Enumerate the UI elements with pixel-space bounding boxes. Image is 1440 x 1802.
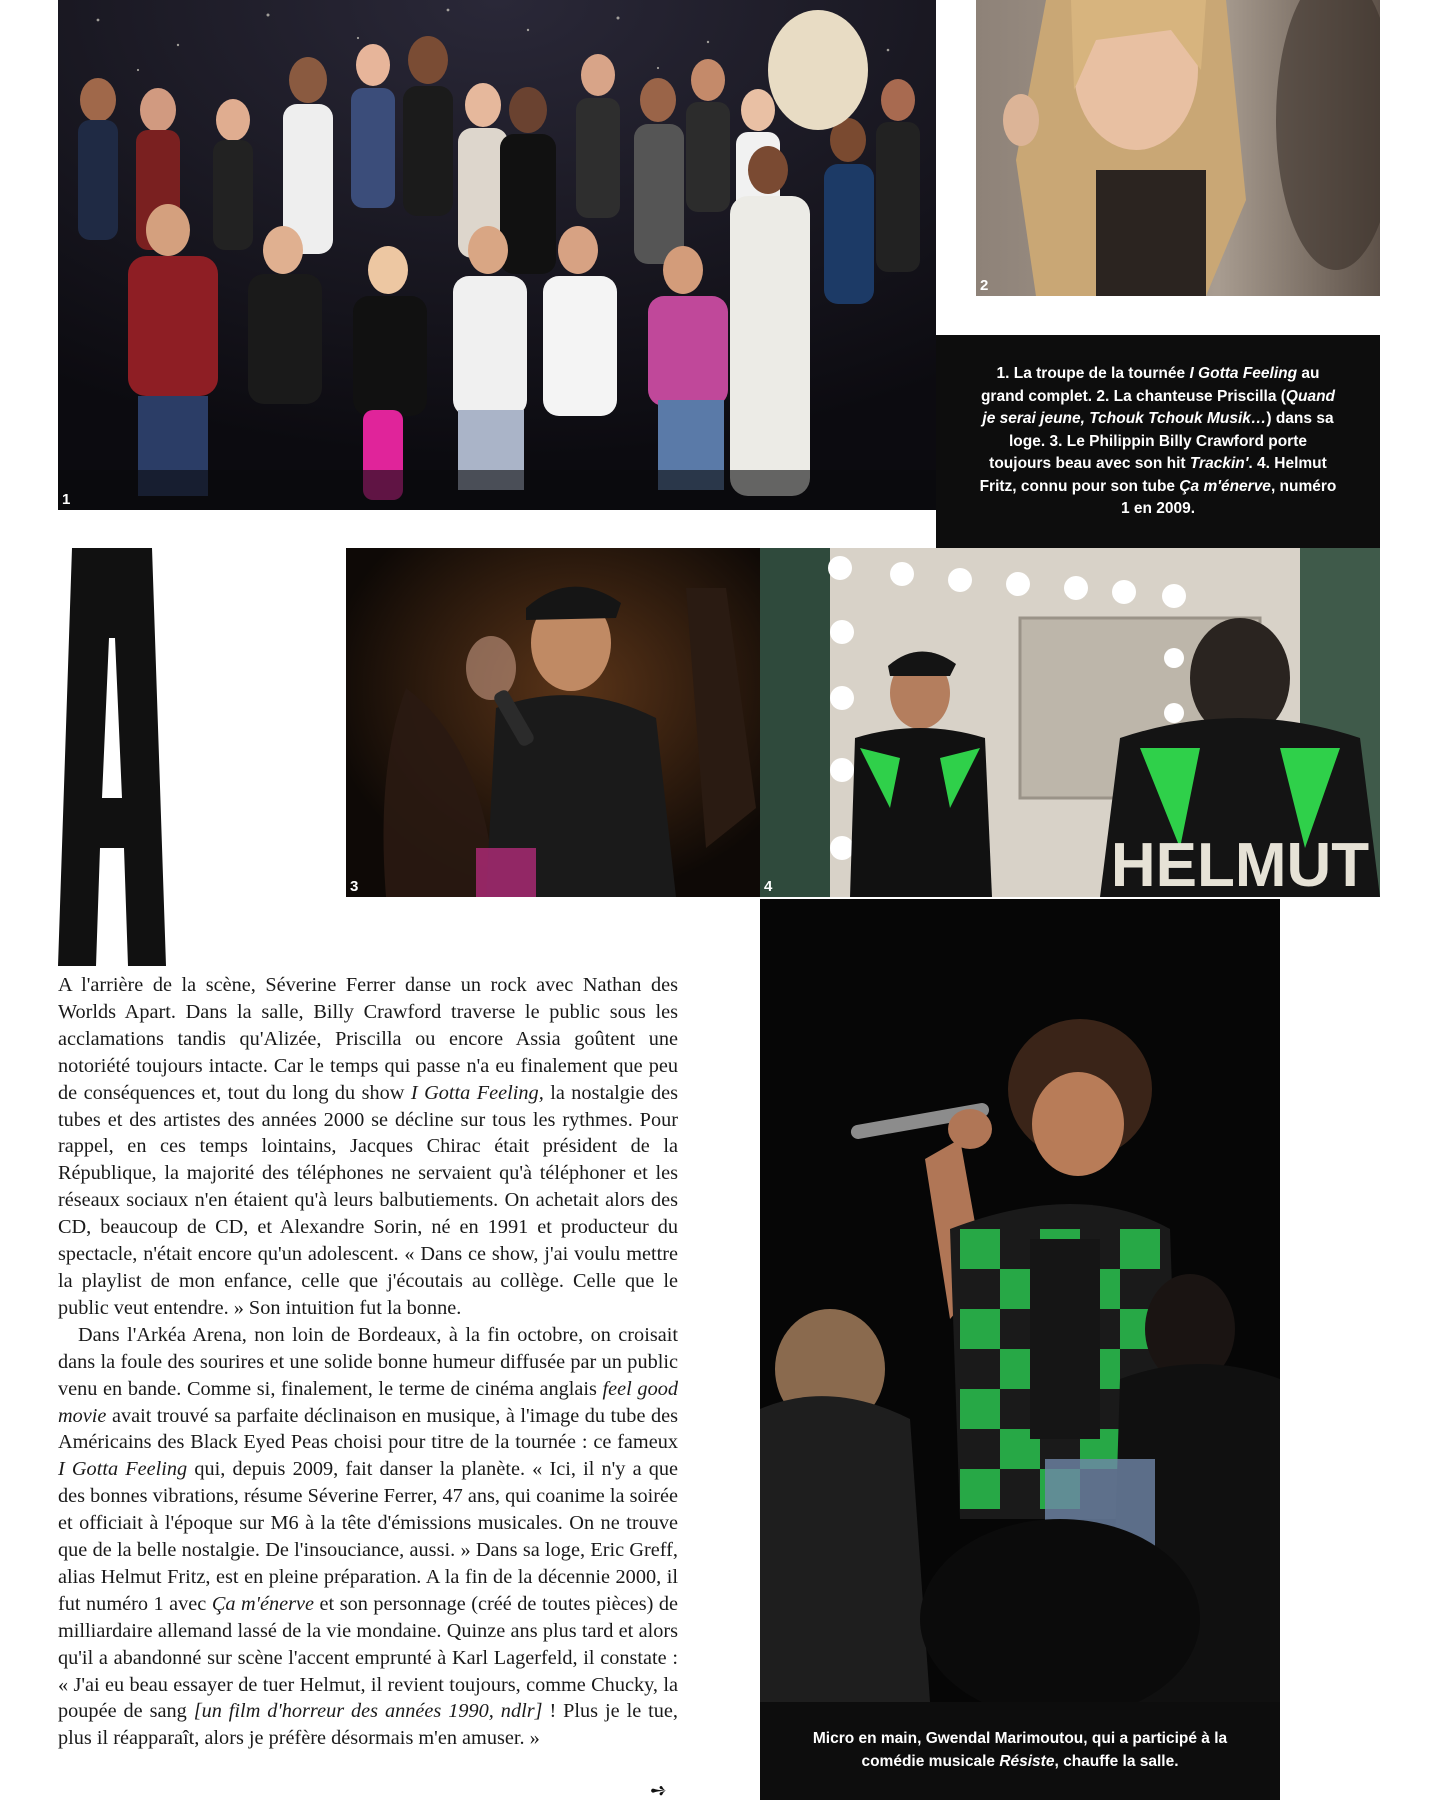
caption-top: [936, 335, 1380, 548]
continue-arrow-icon: ➺: [650, 1778, 667, 1802]
caption-2-italic: Quand je serai jeune, Tchouk Tchouk Musik…: [982, 387, 1336, 427]
caption-2-text: La chanteuse Priscilla (: [1109, 387, 1286, 405]
p2-text-a: Dans l'Arkéa Arena, non loin de Bordeaux, à la fin octobre, on croisait dans la foule des sourires et une solide bonne humeur diffusée par un public venu en bande. Comme si, finalement, le terme de cinéma anglais: [58, 1323, 678, 1400]
photo-number-4: 4: [764, 878, 773, 895]
p2-text-b: avait trouvé sa parfaite déclinaison en musique, à l'image du tube des Américains des Black Eyed Peas choisi pour titre de la tournée : ce fameux: [58, 1404, 678, 1454]
troupe-photo-art: [58, 0, 936, 510]
caption-4-italic: Ça m'énerve: [1179, 477, 1271, 495]
caption-3-rest: .: [1248, 455, 1258, 472]
caption-bottom-text: Micro en main, Gwendal Marimoutou, qui a participé à la comédie musicale: [812, 1730, 1228, 1770]
caption-4-rest: , numéro 1 en 2009.: [1120, 477, 1337, 517]
p2-italic-1: feel good movie: [58, 1377, 678, 1427]
photo-number-3: 3: [350, 878, 359, 895]
gwendal-photo-art: [760, 899, 1280, 1702]
caption-4-number: 4.: [1257, 455, 1270, 472]
photo-number-2: 2: [980, 277, 989, 294]
p2-text-e: ! Plus je le tue, plus il réapparaît, alors je préfère désormais m'en amuser. »: [58, 1700, 678, 1750]
p2-text-d: et son personnage (créé de toutes pièces) de milliardaire allemand lassé de la vie mondaine. Quinze ans plus tard et alors qu'il a abandonné sur scène l'accent emprunté à Karl Lagerfeld, il constate : « J'ai eu beau essayer de tuer Helmut, il revient toujours, comme Chucky, la poupée de sang: [58, 1592, 678, 1723]
caption-4-text: Helmut Fritz, connu pour son tube: [979, 455, 1327, 495]
article-body: [58, 972, 678, 1752]
article-paragraph-2: [58, 1322, 678, 1753]
caption-1-number: 1.: [996, 365, 1010, 382]
caption-bottom-rest: , chauffe la salle.: [1054, 1752, 1179, 1770]
caption-3-number: 3.: [1049, 432, 1063, 450]
article-paragraph-1: [58, 972, 678, 1322]
p2-text-c: qui, depuis 2009, fait danser la planète. « Ici, il n'y a que des bonnes vibrations, résume Séverine Ferrer, 47 ans, qui coanime la soirée et officiait à l'époque sur M6 à la tête d'émissions musicales. On ne trouve que de la belle nostalgie. De l'insouciance, aussi. » Dans sa loge, Eric Greff, alias Helmut Fritz, est en pleine préparation. A la fin de la décennie 2000, il fut numéro 1 avec: [58, 1458, 679, 1615]
photo-troupe: [58, 0, 936, 510]
caption-1-text: La troupe de la tournée: [1009, 365, 1190, 382]
drop-cap: [58, 548, 166, 966]
p1-text: A l'arrière de la scène, Séverine Ferrer danse un rock avec Nathan des Worlds Apart. Dans la salle, Billy Crawford traverse le public sous les acclamations tandis qu'Alizée, Priscilla ou encore Assia goûtent une notoriété toujours intacte. Car le temps qui passe n'a eu finalement que peu de conséquences et, tout du long du show: [58, 974, 678, 1104]
drop-cap-letter: [58, 548, 166, 966]
jacket-lettering: HELMUT: [1110, 831, 1370, 897]
photo-priscilla: [976, 0, 1380, 296]
photo-billy-crawford: [346, 548, 760, 897]
p1-rest: la nostalgie des tubes et des artistes des années 2000 se décline sur tous les rythmes. Pour rappel, en ces temps lointains, Jacques Chirac était président de la République, la majorité des téléphones ne servaient qu'à téléphoner et les réseaux sociaux n'en étaient qu'à leurs balbutiements. On achetait alors des CD, beaucoup de CD, et Alexandre Sorin, né en 1991 et producteur du spectacle, n'était encore qu'un adolescent. « Dans ce show, j'ai voulu mettre la playlist de mon enfance, celle que j'écoutais au collège. Celle que le public veut entendre. » Son intuition fut la bonne.: [58, 1081, 678, 1319]
caption-2-rest: ) dans sa loge.: [1009, 410, 1334, 450]
priscilla-photo-art: [976, 0, 1380, 296]
p2-italic-4: [un film d'horreur des années 1990, ndlr]: [193, 1700, 543, 1723]
caption-3-italic: Trackin': [1189, 455, 1249, 472]
billy-photo-art: [346, 548, 760, 897]
photo-gwendal-marimoutou: [760, 899, 1280, 1702]
caption-bottom-italic: Résiste: [999, 1752, 1055, 1770]
caption-2-number: 2.: [1096, 387, 1110, 405]
caption-1-rest: au grand complet.: [980, 365, 1320, 405]
caption-bottom: [760, 1702, 1280, 1800]
p2-italic-3: Ça m'énerve: [211, 1592, 315, 1615]
p2-italic-2: I Gotta Feeling: [58, 1458, 188, 1481]
caption-1-italic: I Gotta Feeling: [1189, 365, 1298, 382]
helmut-photo-art: [760, 548, 1380, 897]
p1-italic: I Gotta Feeling,: [410, 1081, 544, 1104]
caption-3-text: Le Philippin Billy Crawford porte toujours beau avec son hit: [989, 432, 1307, 472]
photo-helmut-fritz: [760, 548, 1380, 897]
photo-number-1: 1: [62, 491, 71, 508]
